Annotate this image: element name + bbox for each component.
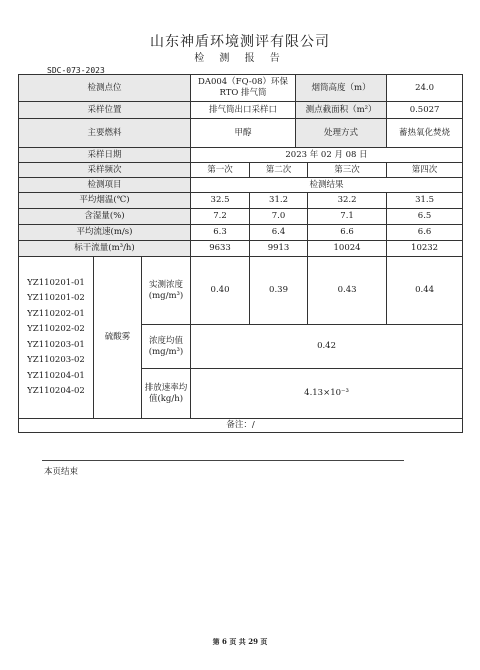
value-emission-rate: 4.13×10⁻³	[191, 369, 463, 419]
cell: 9633	[191, 241, 250, 257]
frequency-1: 第一次	[191, 163, 250, 178]
table-row	[19, 193, 463, 209]
label-measured-concentration: 实测浓度(mg/m³)	[142, 257, 191, 325]
table-row	[19, 163, 463, 178]
table-row	[19, 225, 463, 241]
end-of-page-text: 本页结束	[44, 467, 79, 477]
value-main-fuel: 甲醇	[191, 119, 296, 148]
remarks: 备注：/	[19, 419, 463, 433]
cell: 0.40	[191, 257, 250, 325]
table-row	[19, 257, 463, 325]
label-moisture: 含湿量(%)	[19, 209, 191, 225]
table-row	[19, 75, 463, 102]
cell: 9913	[250, 241, 308, 257]
cell: 7.0	[250, 209, 308, 225]
cell: 0.39	[250, 257, 308, 325]
cell: 32.5	[191, 193, 250, 209]
cell: 31.2	[250, 193, 308, 209]
label-stack-height: 烟筒高度（m）	[296, 75, 387, 102]
table-row	[19, 209, 463, 225]
value-treatment: 蓄热氧化焚烧	[387, 119, 463, 148]
sample-codes	[19, 257, 94, 419]
cell: 32.2	[308, 193, 387, 209]
sample-code: YZ110204-01	[27, 370, 85, 381]
sample-code: YZ110202-01	[27, 308, 85, 319]
test-item-name: 硫酸雾	[94, 257, 142, 419]
value-mean-concentration: 0.42	[191, 325, 463, 369]
sample-code: YZ110202-02	[27, 324, 85, 334]
frequency-2: 第二次	[250, 163, 308, 178]
cell: 6.5	[387, 209, 463, 225]
label-sampling-location: 采样位置	[19, 102, 191, 119]
cell: 0.43	[308, 257, 387, 325]
table-row	[19, 148, 463, 163]
page-number: 第 6 页 共 29 页	[212, 637, 268, 646]
cell: 10232	[387, 241, 463, 257]
table-row	[19, 419, 463, 433]
label-mean-concentration: 浓度均值(mg/m³)	[142, 325, 191, 369]
cell: 10024	[308, 241, 387, 257]
label-treatment: 处理方式	[296, 119, 387, 148]
table-row	[19, 241, 463, 257]
label-test-item: 检测项目	[19, 178, 191, 193]
value-sampling-point: DA004（FQ-08）环保RTO 排气筒	[191, 75, 296, 102]
table-row	[19, 178, 463, 193]
label-sampling-point: 检测点位	[19, 75, 191, 102]
cell: 6.3	[191, 225, 250, 241]
sample-code: YZ110203-01	[27, 339, 85, 350]
table-row	[19, 119, 463, 148]
value-stack-height: 24.0	[387, 75, 463, 102]
table-row	[19, 102, 463, 119]
cell: 7.2	[191, 209, 250, 225]
cell: 0.44	[387, 257, 463, 325]
label-main-fuel: 主要燃料	[19, 119, 191, 148]
label-sampling-date: 采样日期	[19, 148, 191, 163]
divider	[42, 460, 404, 461]
value-cross-section: 0.5027	[387, 102, 463, 119]
sample-code: YZ110203-02	[27, 355, 85, 365]
cell: 31.5	[387, 193, 463, 209]
label-avg-temperature: 平均烟温(℃)	[19, 193, 191, 209]
cell: 6.4	[250, 225, 308, 241]
sample-code: YZ110201-01	[27, 277, 85, 288]
sample-code: YZ110204-02	[27, 386, 85, 396]
cell: 6.6	[387, 225, 463, 241]
label-emission-rate: 排放速率均值(kg/h)	[142, 369, 191, 419]
cell: 7.1	[308, 209, 387, 225]
company-name: 山东神盾环境测评有限公司	[150, 34, 330, 50]
sample-code: YZ110201-02	[27, 293, 85, 303]
document-number: SDC-073-2023	[47, 66, 105, 75]
label-frequency: 采样频次	[19, 163, 191, 178]
label-cross-section: 测点截面积（m²）	[296, 102, 387, 119]
value-sampling-location: 排气筒出口采样口	[191, 102, 296, 119]
frequency-3: 第三次	[308, 163, 387, 178]
value-test-results: 检测结果	[191, 178, 463, 193]
label-avg-velocity: 平均流速(m/s)	[19, 225, 191, 241]
value-sampling-date: 2023 年 02 月 08 日	[191, 148, 463, 163]
label-dry-flow: 标干流量(m³/h)	[19, 241, 191, 257]
frequency-4: 第四次	[387, 163, 463, 178]
report-title: 检 测 报 告	[194, 53, 286, 64]
cell: 6.6	[308, 225, 387, 241]
test-results-table	[18, 74, 463, 433]
